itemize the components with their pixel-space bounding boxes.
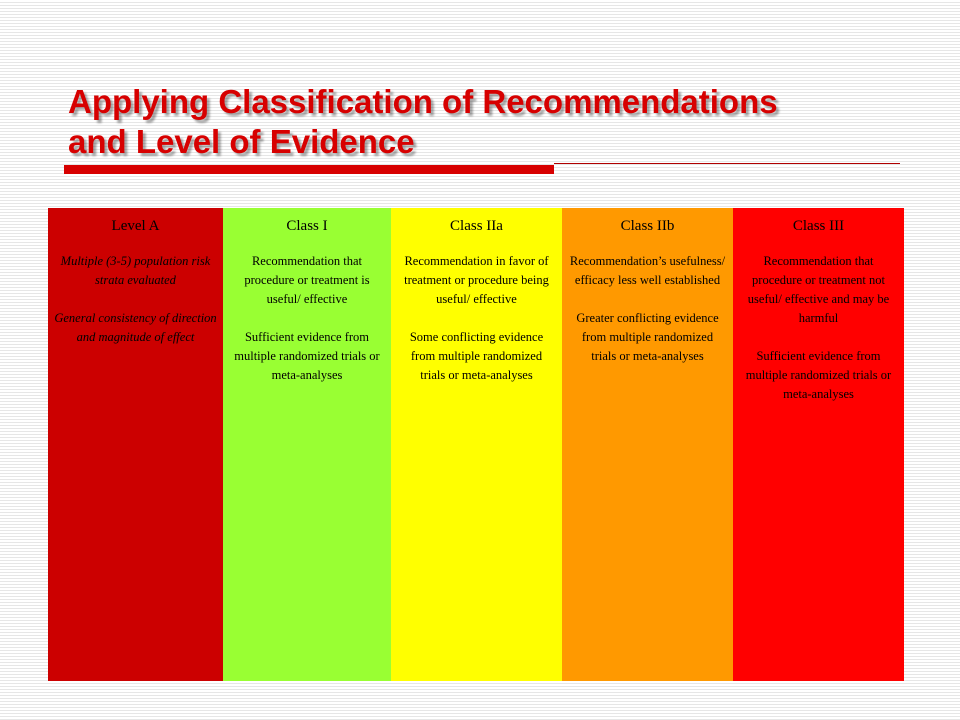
column-header: Class IIb	[620, 218, 675, 234]
column-paragraph: Recommendation that procedure or treatment not useful/ effective and may be harmful	[747, 254, 890, 325]
column-header: Class IIa	[450, 218, 503, 234]
column-paragraph: Some conflicting evidence from multiple randomized trials or meta-analyses	[409, 330, 544, 382]
column-header: Class III	[792, 218, 845, 234]
slide-title-line-2: and Level of Evidence	[68, 123, 415, 160]
slide-title-line-1: Applying Classification of Recommendations	[68, 83, 778, 120]
column-paragraph: General consistency of direction and magnitude of effect	[54, 311, 217, 344]
column-paragraph: Sufficient evidence from multiple randomized trials or meta-analyses	[745, 349, 892, 401]
column-paragraph: Multiple (3-5) population risk strata evaluated	[60, 254, 211, 287]
column-paragraph: Recommendation’s usefulness/ efficacy less well established	[569, 254, 726, 287]
slide-title	[68, 82, 908, 162]
column-header: Class I	[286, 218, 328, 234]
column-class-i	[223, 208, 391, 681]
column-class-iib	[562, 208, 733, 681]
column-header: Level A	[111, 218, 160, 234]
column-paragraph: Recommendation in favor of treatment or procedure being useful/ effective	[404, 254, 549, 306]
column-class-iia	[391, 208, 562, 681]
column-paragraph: Greater conflicting evidence from multiple randomized trials or meta-analyses	[576, 311, 719, 363]
column-level-a	[48, 208, 223, 681]
column-class-iii	[733, 208, 904, 681]
title-underline-thin	[554, 163, 900, 164]
column-paragraph: Sufficient evidence from multiple randomized trials or meta-analyses	[234, 330, 380, 382]
classification-columns	[48, 208, 904, 681]
title-underline-thick	[64, 165, 554, 174]
column-paragraph: Recommendation that procedure or treatment is useful/ effective	[244, 254, 370, 306]
